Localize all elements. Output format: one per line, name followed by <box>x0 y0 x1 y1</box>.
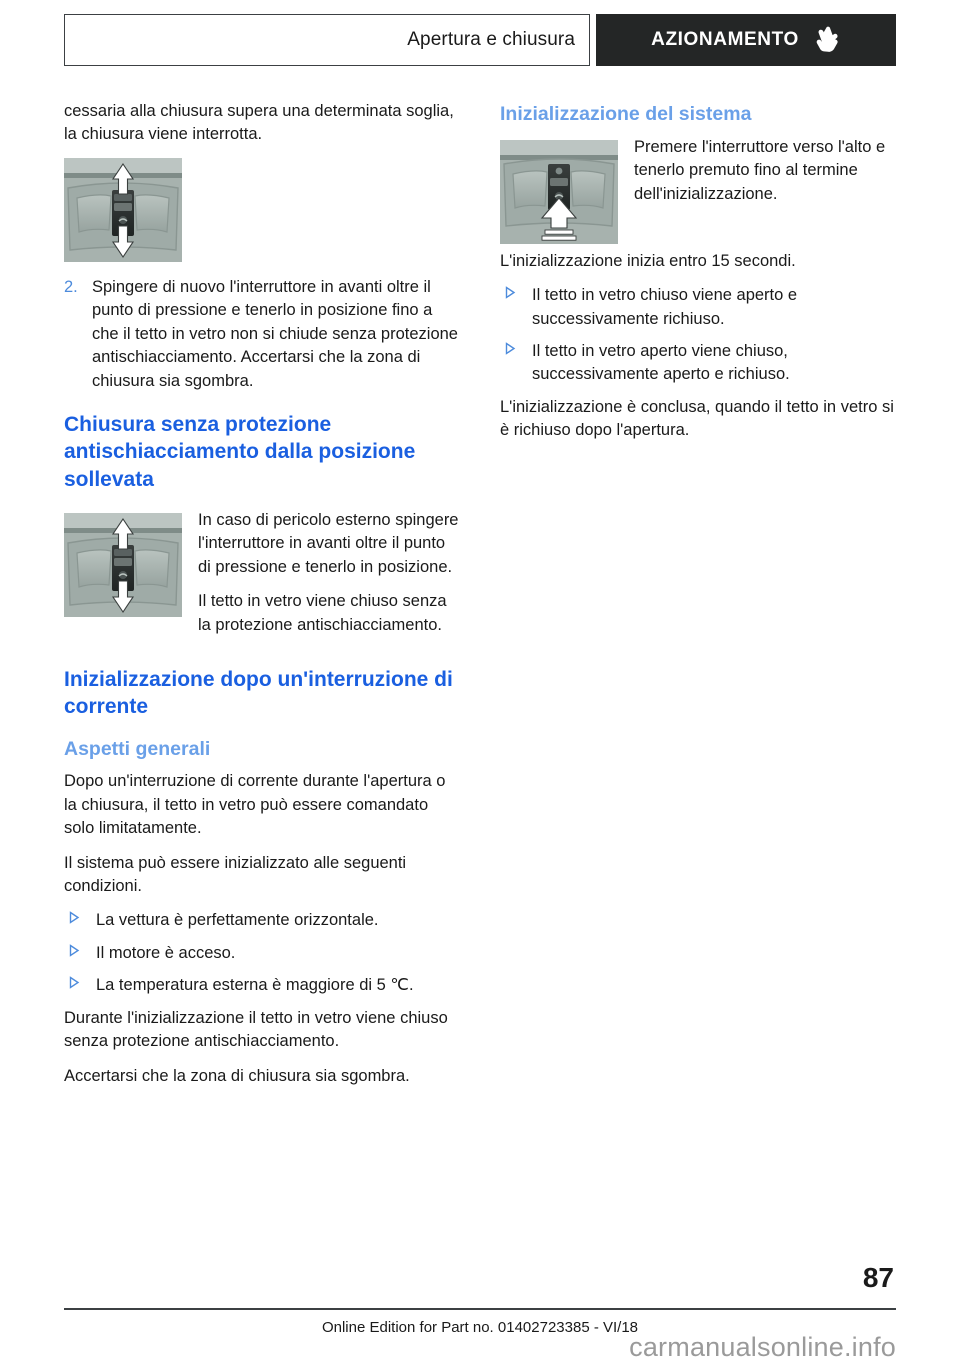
site-watermark: carmanualsonline.info <box>629 1332 896 1362</box>
step-number: 2. <box>64 277 78 296</box>
list-item-label: La vettura è perfettamente orizzontale. <box>96 911 379 930</box>
triangle-bullet-icon <box>64 974 96 997</box>
heading-inizializzazione-del-sistema: Inizializzazione del sistema <box>500 103 752 125</box>
list-item <box>64 974 460 997</box>
section-title: Apertura e chiusura <box>407 29 575 50</box>
page-number: 87 <box>862 1262 894 1293</box>
right-column <box>500 100 896 454</box>
heading-chiusura-senza-protezione: Chiusura senza protezione antischiacciamento dalla posizione sollevata <box>64 412 416 491</box>
paragraph-after-illustration: Il tetto in vetro viene chiuso senza la protezione antischiacciamento. <box>198 592 447 634</box>
step-text: Spingere di nuovo l'interruttore in avanti oltre il punto di pressione e tenerlo in posizione fino a che il tetto in vetro non si chiude senza protezione antischiacciamento. Accertarsi che la zona di chiusura sia sgombra. <box>92 277 458 390</box>
edition-text: Online Edition for Part no. 01402723385 - VI/18 <box>321 1319 639 1336</box>
list-item-label: Il motore è acceso. <box>96 943 236 962</box>
list-item <box>500 284 896 331</box>
section-title-box <box>64 14 590 66</box>
paragraph-3: Durante l'inizializzazione il tetto in vetro viene chiuso senza protezione antischiacciamento. <box>64 1008 448 1051</box>
triangle-bullet-icon <box>64 909 96 932</box>
roof-console-switch-illustration-1 <box>64 158 182 262</box>
paragraph-2: Il sistema può essere inizializzato alle seguenti condizioni. <box>64 853 407 895</box>
triangle-bullet-icon <box>500 284 532 331</box>
left-column <box>64 100 460 1099</box>
chapter-tab[interactable] <box>596 14 896 66</box>
list-item <box>64 942 460 965</box>
paragraph-1: Dopo un'interruzione di corrente durante l'apertura o la chiusura, il tetto in vetro può essere comandato solo limitatamente. <box>64 772 446 838</box>
illustration-text-group <box>64 509 460 648</box>
numbered-step <box>64 276 460 393</box>
roof-console-press-up-illustration <box>500 140 618 244</box>
illustration-text-group <box>500 136 896 250</box>
wrapped-paragraph: Premere l'interruttore verso l'alto e tenerlo premuto fino al termine dell'inizializzazione. <box>634 137 886 203</box>
footer-divider <box>64 1308 896 1310</box>
chapter-title: AZIONAMENTO <box>651 29 799 50</box>
paragraph-2: L'inizializzazione è conclusa, quando il tetto in vetro si è richiuso dopo l'apertura. <box>500 397 894 440</box>
pointing-hand-icon <box>815 26 841 54</box>
wrapped-paragraph: In caso di pericolo esterno spingere l'interruttore in avanti oltre il punto di pressione e tenerlo in posizione. <box>198 510 459 576</box>
list-item-label: Il tetto in vetro aperto viene chiuso, successivamente aperto e richiuso. <box>532 342 790 384</box>
heading-aspetti-generali: Aspetti generali <box>64 737 211 760</box>
page-header <box>64 14 896 66</box>
heading-inizializzazione-dopo-interruzione: Inizializzazione dopo un'interruzione di corrente <box>64 667 453 719</box>
list-item <box>500 340 896 387</box>
triangle-bullet-icon <box>500 340 532 387</box>
list-item-label: Il tetto in vetro chiuso viene aperto e successivamente richiuso. <box>532 286 798 328</box>
continued-paragraph: cessaria alla chiusura supera una determinata soglia, la chiusura viene interrotta. <box>64 102 454 144</box>
list-item <box>64 909 460 932</box>
roof-console-switch-illustration-2 <box>64 513 182 617</box>
triangle-bullet-icon <box>64 942 96 965</box>
paragraph-4: Accertarsi che la zona di chiusura sia sgombra. <box>64 1066 410 1085</box>
list-item-label: La temperatura esterna è maggiore di 5 ℃. <box>96 976 414 995</box>
page-footer <box>64 1262 896 1362</box>
paragraph-1: L'inizializzazione inizia entro 15 secondi. <box>500 251 796 270</box>
